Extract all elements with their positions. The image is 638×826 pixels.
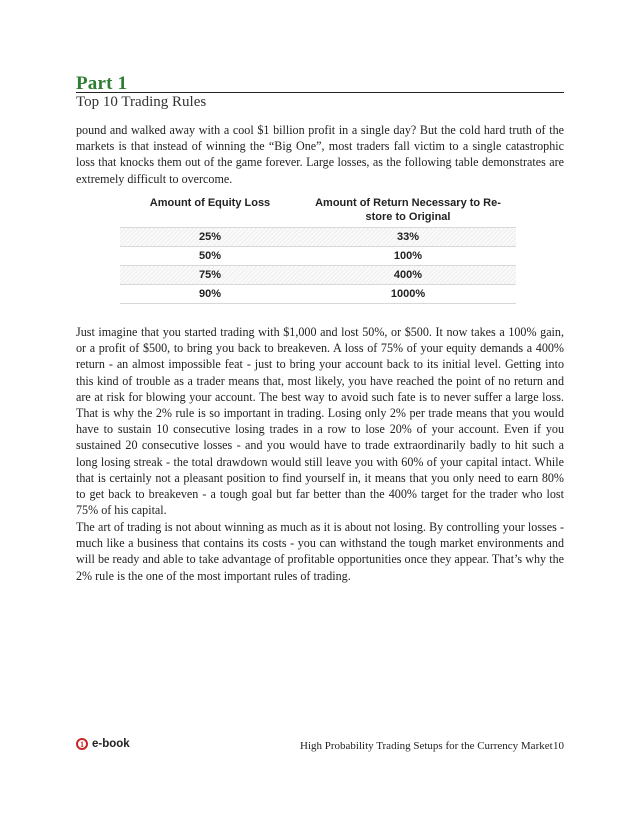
page-number: 10 <box>553 740 564 752</box>
table-row <box>120 285 516 304</box>
body-paragraph: pound and walked away with a cool $1 billion profit in a single day? But the cold hard truth of the markets is that instead of winning the “Big One”, most traders fall victim to a single catastrophic loss that knocks them out of the game forever. Large losses, as the following table demonstrates are extremely difficult to overcome. <box>76 123 564 186</box>
section-title: Top 10 Trading Rules <box>76 94 207 110</box>
table-cell-return: 1000% <box>300 285 516 304</box>
table-cell-loss: 25% <box>120 228 300 247</box>
table-header-return-necessary: Amount of Return Necessary to Re- store to Original <box>315 197 501 223</box>
table-cell-return: 400% <box>300 266 516 285</box>
body-paragraph: The art of trading is not about winning as much as it is about not losing. By controlling your losses - much like a business that contains its costs - you can withstand the tough market environments and will be ready and able to take advantage of profitable opportunities once they appear. That’s why the 2% rule is the one of the most important rules of trading. <box>76 520 564 583</box>
ebook-logo-icon: 1 <box>76 738 88 750</box>
equity-loss-table <box>120 196 516 304</box>
table-cell-loss: 75% <box>120 266 300 285</box>
part-title: Part 1 <box>76 73 128 94</box>
table-cell-loss: 50% <box>120 247 300 266</box>
body-paragraph: Just imagine that you started trading with $1,000 and lost 50%, or $500. It now takes a 100% gain, or a profit of $500, to bring you back to breakeven. A loss of 75% of your equity demands a 400% return - an almost impossible feat - just to bring your account back to its initial level. Getting into this kind of trouble as a trader means that, most likely, you have reached the point of no return and are at risk for blowing your account. The best way to avoid such fate is to never suffer a large loss. That is why the 2% rule is so important in trading. Losing only 2% per trade means that you would have to sustain 10 consecutive losing trades in a row to lose 20% of your account. Even if you sustained 20 consecutive losses - and you would have to trade extraordinarily badly to hit such a long losing streak - the total drawdown would still leave you with 60% of your capital intact. While that is certainly not a pleasant position to find yourself in, it means that you only need to earn 80% to get back to breakeven - a tough goal but far better than the 400% target for the trader who lost 75% of his capital. <box>76 325 564 518</box>
ebook-logo-text: e-book <box>92 738 130 750</box>
footer-book-title: High Probability Trading Setups for the Currency Market <box>300 740 553 752</box>
table-header-equity-loss: Amount of Equity Loss <box>149 197 271 209</box>
table-row <box>120 228 516 247</box>
table-row <box>120 247 516 266</box>
table-cell-return: 100% <box>300 247 516 266</box>
table-row <box>120 266 516 285</box>
table-cell-return: 33% <box>300 228 516 247</box>
ebook-logo <box>76 738 130 750</box>
table-header-row <box>120 196 516 228</box>
table-cell-loss: 90% <box>120 285 300 304</box>
part-rule <box>76 92 564 93</box>
